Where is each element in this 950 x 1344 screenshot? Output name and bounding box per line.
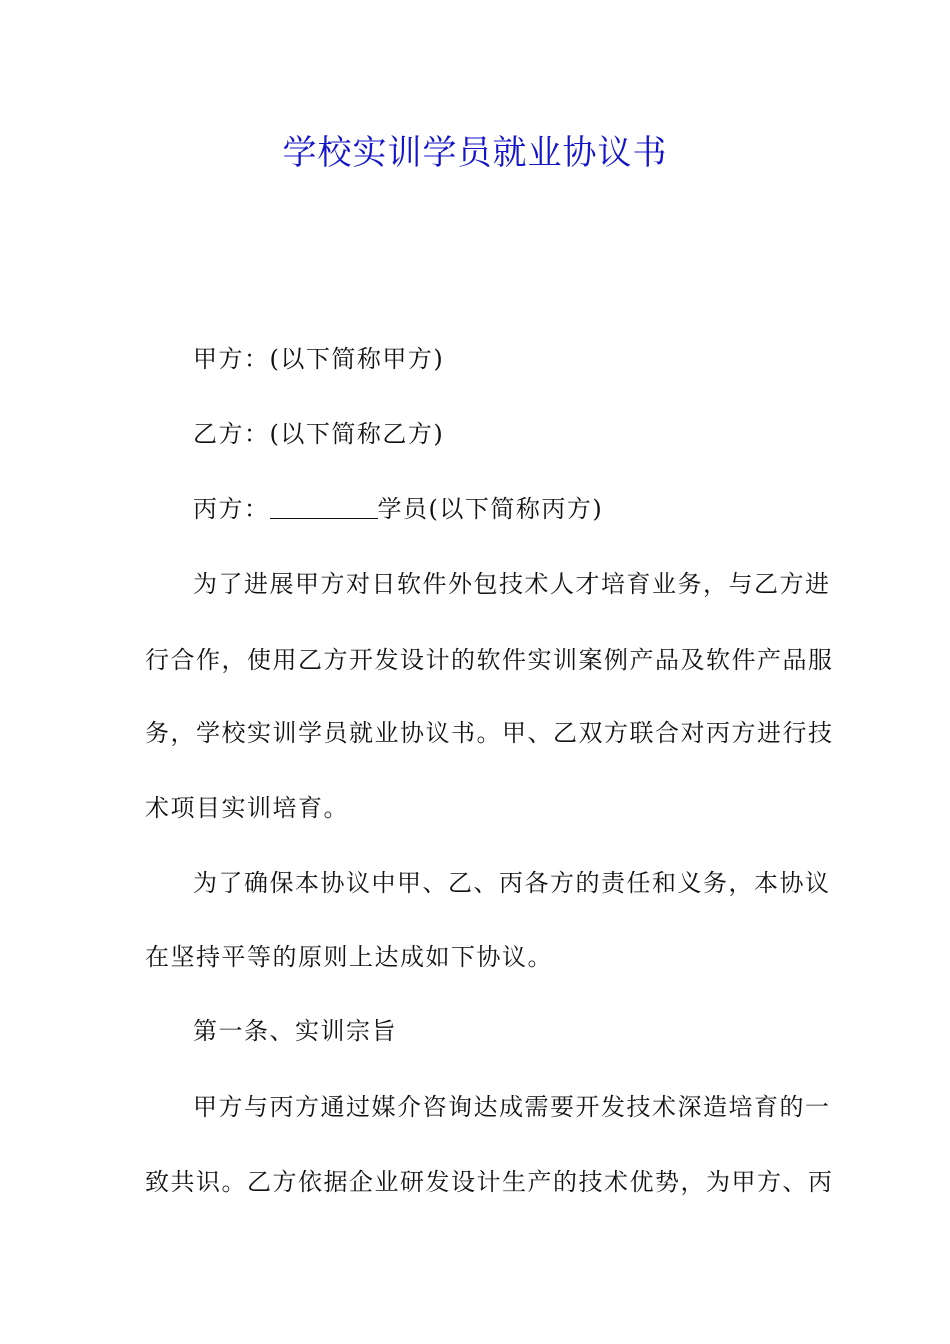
paragraph-line: 甲方与丙方通过媒介咨询达成需要开发技术深造培育的一 — [193, 1093, 831, 1121]
party-b-line: 乙方：(以下简称乙方) — [193, 420, 445, 448]
article-heading: 第一条、实训宗旨 — [193, 1017, 397, 1045]
paragraph-line: 行合作，使用乙方开发设计的软件实训案例产品及软件产品服 — [145, 646, 834, 674]
paragraph-line: 致共识。乙方依据企业研发设计生产的技术优势，为甲方、丙 — [145, 1168, 834, 1196]
paragraph-line: 为了进展甲方对日软件外包技术人才培育业务，与乙方进 — [193, 570, 831, 598]
paragraph-line: 务，学校实训学员就业协议书。甲、乙双方联合对丙方进行技 — [145, 719, 834, 747]
party-c-prefix: 丙方： — [193, 495, 270, 523]
paragraph-line: 术项目实训培育。 — [145, 794, 349, 822]
document-title: 学校实训学员就业协议书 — [282, 133, 668, 173]
paragraph-line: 为了确保本协议中甲、乙、丙各方的责任和义务，本协议 — [193, 869, 831, 897]
party-c-line — [193, 492, 603, 526]
party-c-suffix: 学员(以下简称丙方) — [377, 495, 604, 523]
party-a-line: 甲方：(以下简称甲方) — [193, 345, 445, 373]
paragraph-line: 在坚持平等的原则上达成如下协议。 — [145, 943, 553, 971]
party-c-blank — [270, 494, 378, 519]
